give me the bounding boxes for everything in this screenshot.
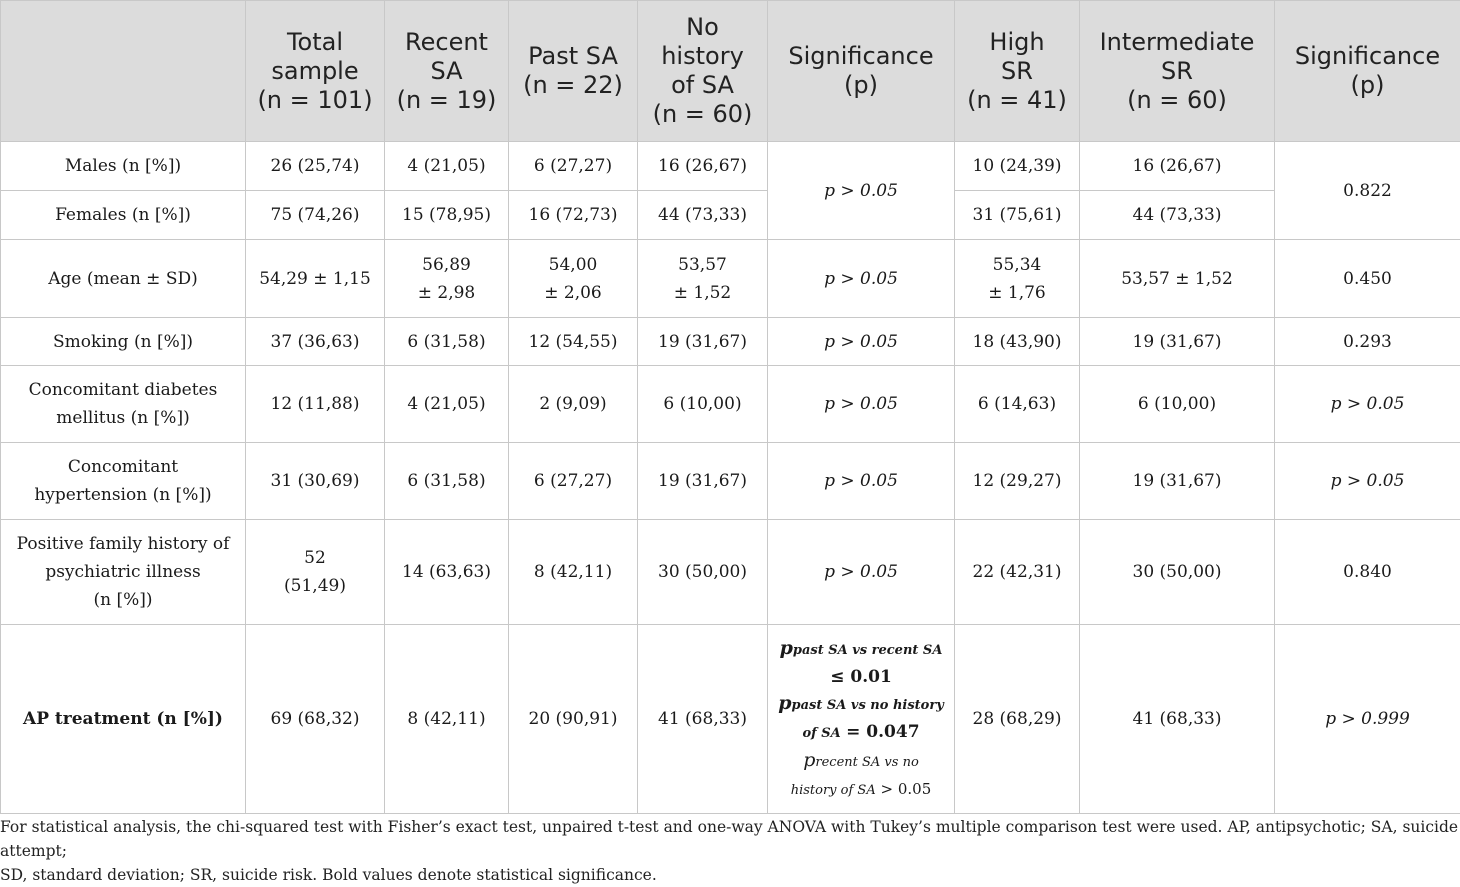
cell-past: 6 (27,27) [509,443,638,520]
row-label-females: Females (n [%]) [1,191,246,240]
cell-past: 16 (72,73) [509,191,638,240]
table-row [1,366,1460,443]
cell-intermediate: 6 (10,00) [1080,366,1275,443]
header-empty [1,1,246,142]
cell-past: 54,00 ± 2,06 [509,240,638,318]
cell-significance-2: 0.293 [1275,318,1460,366]
cell-intermediate: 30 (50,00) [1080,520,1275,625]
cell-ap-significance-1 [768,625,955,814]
cell-total: 69 (68,32) [246,625,385,814]
cell-total: 52 (51,49) [246,520,385,625]
cell-no-history: 16 (26,67) [638,142,768,191]
row-label-smoking: Smoking (n [%]) [1,318,246,366]
cell-recent: 6 (31,58) [385,318,509,366]
cell-sex-significance-1: p > 0.05 [768,142,955,240]
cell-significance-2: 0.840 [1275,520,1460,625]
cell-no-history: 41 (68,33) [638,625,768,814]
header-intermediate-sr: Intermediate SR (n = 60) [1080,1,1275,142]
cell-high: 22 (42,31) [955,520,1080,625]
row-label-males: Males (n [%]) [1,142,246,191]
cell-past: 12 (54,55) [509,318,638,366]
cell-total: 54,29 ± 1,15 [246,240,385,318]
cell-significance-1: p > 0.05 [768,240,955,318]
cell-recent: 6 (31,58) [385,443,509,520]
sig-past-vs-no-history: ppast SA vs no history of SA = 0.047 [772,690,950,747]
table-row [1,142,1460,191]
table-row [1,191,1460,240]
header-past-sa: Past SA (n = 22) [509,1,638,142]
table-footnote: For statistical analysis, the chi-squared test with Fisher’s exact test, unpaired t-test and one-way ANOVA with Tukey’s multiple comparison test were used. AP, antipsychotic; SA, suicide attempt; SD, standard deviation; SR, suicide risk. Bold values denote statistical significance. [0,815,1460,887]
cell-high: 12 (29,27) [955,443,1080,520]
table-row [1,240,1460,318]
cell-significance-2: p > 0.05 [1275,366,1460,443]
cell-no-history: 19 (31,67) [638,318,768,366]
cell-total: 31 (30,69) [246,443,385,520]
cell-total: 12 (11,88) [246,366,385,443]
cell-significance-2: 0.450 [1275,240,1460,318]
cell-intermediate: 19 (31,67) [1080,318,1275,366]
cell-past: 2 (9,09) [509,366,638,443]
header-significance-2: Significance (p) [1275,1,1460,142]
header-recent-sa: Recent SA (n = 19) [385,1,509,142]
cell-recent: 4 (21,05) [385,366,509,443]
sig-past-vs-recent: ppast SA vs recent SA ≤ 0.01 [772,635,950,690]
row-label-family-history: Positive family history of psychiatric illness (n [%]) [1,520,246,625]
cell-no-history: 30 (50,00) [638,520,768,625]
header-total-sample: Total sample (n = 101) [246,1,385,142]
cell-intermediate: 41 (68,33) [1080,625,1275,814]
cell-high: 6 (14,63) [955,366,1080,443]
row-label-hypertension: Concomitant hypertension (n [%]) [1,443,246,520]
cell-no-history: 6 (10,00) [638,366,768,443]
cell-total: 26 (25,74) [246,142,385,191]
row-label-ap-treatment: AP treatment (n [%]) [1,625,246,814]
cell-high: 10 (24,39) [955,142,1080,191]
cell-significance-1: p > 0.05 [768,520,955,625]
cell-intermediate: 44 (73,33) [1080,191,1275,240]
cell-recent: 56,89 ± 2,98 [385,240,509,318]
cell-no-history: 44 (73,33) [638,191,768,240]
cell-intermediate: 16 (26,67) [1080,142,1275,191]
header-no-history: No history of SA (n = 60) [638,1,768,142]
cell-no-history: 53,57 ± 1,52 [638,240,768,318]
cell-no-history: 19 (31,67) [638,443,768,520]
header-high-sr: High SR (n = 41) [955,1,1080,142]
table-row [1,520,1460,625]
cell-recent: 4 (21,05) [385,142,509,191]
cell-high: 28 (68,29) [955,625,1080,814]
cell-past: 20 (90,91) [509,625,638,814]
cell-significance-2: p > 0.05 [1275,443,1460,520]
sig-recent-vs-no-history: precent SA vs no history of SA > 0.05 [772,747,950,804]
cell-significance-1: p > 0.05 [768,443,955,520]
row-label-age: Age (mean ± SD) [1,240,246,318]
cell-significance-2: p > 0.999 [1275,625,1460,814]
cell-intermediate: 19 (31,67) [1080,443,1275,520]
cell-past: 6 (27,27) [509,142,638,191]
cell-total: 75 (74,26) [246,191,385,240]
cell-high: 55,34 ± 1,76 [955,240,1080,318]
cell-past: 8 (42,11) [509,520,638,625]
cell-significance-1: p > 0.05 [768,366,955,443]
row-label-diabetes: Concomitant diabetes mellitus (n [%]) [1,366,246,443]
cell-recent: 15 (78,95) [385,191,509,240]
cell-intermediate: 53,57 ± 1,52 [1080,240,1275,318]
header-significance-1: Significance (p) [768,1,955,142]
header-row [1,1,1460,142]
cell-significance-1: p > 0.05 [768,318,955,366]
cell-total: 37 (36,63) [246,318,385,366]
table-row [1,625,1460,814]
table-row [1,318,1460,366]
cell-high: 18 (43,90) [955,318,1080,366]
cell-recent: 14 (63,63) [385,520,509,625]
cell-recent: 8 (42,11) [385,625,509,814]
table-row [1,443,1460,520]
cell-high: 31 (75,61) [955,191,1080,240]
cell-sex-significance-2: 0.822 [1275,142,1460,240]
